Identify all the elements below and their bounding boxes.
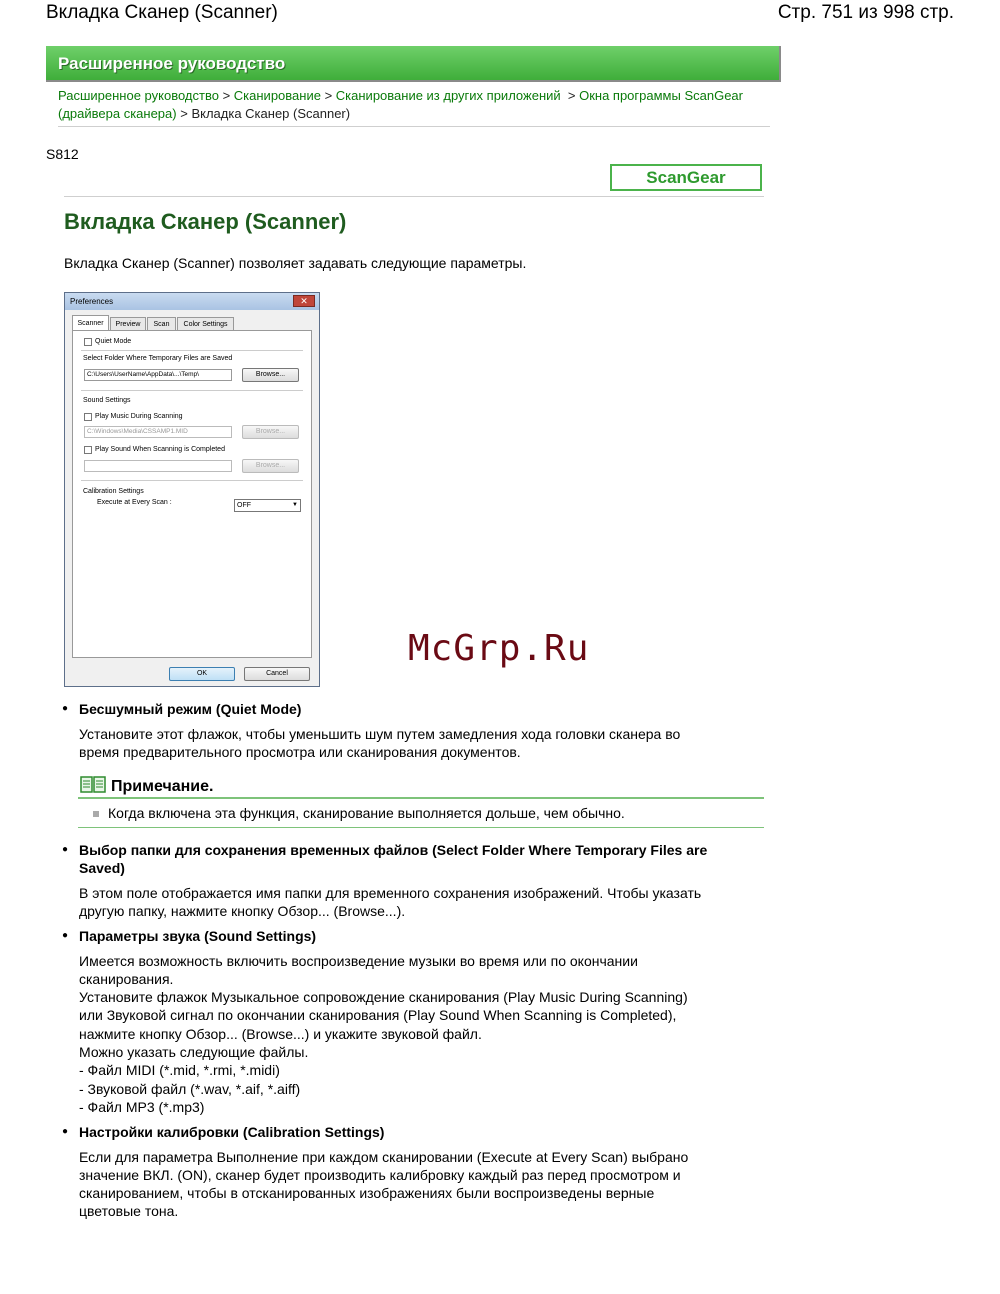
section-text: Имеется возможность включить воспроизведение музыки во время или по окончании [79,953,638,969]
quiet-mode-label: Quiet Mode [95,338,132,345]
section-text: Можно указать следующие файлы. [79,1044,309,1060]
intro-text: Вкладка Сканер (Scanner) позволяет задавать следующие параметры. [64,255,527,271]
breadcrumb-link-scangear-windows[interactable]: Окна программы ScanGear [579,88,743,103]
breadcrumb [58,87,770,123]
breadcrumb-current: Вкладка Сканер (Scanner) [191,106,351,121]
book-icon [80,775,106,795]
section-text: Установите флажок Музыкальное сопровождение сканирования (Play Music During Scanning) [79,989,688,1005]
browse-sound-button[interactable]: Browse... [242,459,299,473]
divider [81,480,303,481]
play-sound-label: Play Sound When Scanning is Completed [95,446,225,453]
chevron-down-icon: ▼ [292,502,298,508]
section-text: значение ВКЛ. (ON), сканер будет производить калибровку каждый раз перед просмотром и [79,1167,681,1183]
play-music-checkbox[interactable] [84,413,92,421]
page-header-title: Вкладка Сканер (Scanner) [46,2,278,23]
section-heading-sound: Параметры звука (Sound Settings) [79,928,317,944]
note-item: Когда включена эта функция, сканирование выполняется дольше, чем обычно. [108,805,625,821]
calibration-settings-label: Calibration Settings [83,488,144,495]
section-text: - Звуковой файл (*.wav, *.aif, *.aiff) [79,1081,301,1097]
breadcrumb-separator: > [324,88,333,103]
section-text: цветовые тона. [79,1203,179,1219]
browse-folder-button[interactable]: Browse... [242,368,299,382]
breadcrumb-separator: > [567,88,576,103]
bullet-icon: ● [62,703,69,714]
divider [58,126,770,127]
section-text: Установите этот флажок, чтобы уменьшить шум путем замедления хода головки сканера во [79,726,681,742]
section-text: нажмите кнопку Обзор... (Browse...) и укажите звуковой файл. [79,1026,482,1042]
watermark: McGrp.Ru [408,628,590,669]
bullet-icon: ● [62,930,69,941]
execute-every-scan-select[interactable] [234,499,301,512]
breadcrumb-link-other-apps[interactable]: Сканирование из других приложений [335,88,561,103]
breadcrumb-separator: > [222,88,231,103]
section-heading-calibration: Настройки калибровки (Calibration Settings) [79,1124,385,1140]
divider [81,390,303,391]
dialog-title: Preferences [70,297,114,306]
tab-scan[interactable]: Scan [147,317,176,330]
divider [64,196,764,197]
square-bullet-icon [93,811,99,817]
browse-music-button[interactable]: Browse... [242,425,299,439]
section-heading-quiet-mode: Бесшумный режим (Quiet Mode) [79,701,302,717]
section-text: или Звуковой сигнал по окончании сканирования (Play Sound When Scanning is Completed), [79,1007,677,1023]
close-icon[interactable]: ✕ [293,295,315,307]
breadcrumb-link-advanced-guide[interactable]: Расширенное руководство [58,88,219,103]
divider [81,350,303,351]
page-title: Вкладка Сканер (Scanner) [64,209,347,234]
bullet-icon: ● [62,1126,69,1137]
section-heading-temp-folder: Выбор папки для сохранения временных файлов (Select Folder Where Temporary Files are [79,842,708,858]
section-banner [46,46,781,82]
bullet-icon: ● [62,844,69,855]
banner-label: Расширенное руководство [58,54,286,73]
section-text: - Файл MP3 (*.mp3) [79,1099,205,1115]
note-divider [78,797,764,799]
ok-button[interactable]: OK [169,667,235,681]
section-text: сканирования. [79,971,174,987]
section-heading-temp-folder-cont: Saved) [79,860,125,876]
document-code: S812 [46,146,79,162]
section-text: сканированием, чтобы в отсканированных изображениях были воспроизведены верные [79,1185,655,1201]
note-title: Примечание. [111,778,214,795]
preferences-dialog [64,292,320,687]
section-text: В этом поле отображается имя папки для временного сохранения изображений. Чтобы указать [79,885,702,901]
sound-settings-label: Sound Settings [83,397,131,404]
section-text: - Файл MIDI (*.mid, *.rmi, *.midi) [79,1062,280,1078]
section-text: Если для параметра Выполнение при каждом сканировании (Execute at Every Scan) выбрано [79,1149,689,1165]
play-sound-checkbox[interactable] [84,446,92,454]
execute-every-scan-label: Execute at Every Scan : [97,499,172,506]
breadcrumb-link-scangear-windows-cont[interactable]: (драйвера сканера) [58,106,177,121]
scanner-tab-panel [72,330,312,658]
temp-folder-label: Select Folder Where Temporary Files are Saved [83,355,233,362]
tab-preview[interactable]: Preview [110,317,146,330]
play-music-label: Play Music During Scanning [95,413,183,420]
quiet-mode-checkbox[interactable] [84,338,92,346]
execute-every-scan-value: OFF [237,502,251,509]
note-divider [78,827,764,828]
tab-scanner[interactable]: Scanner [72,315,109,330]
sound-file-field[interactable] [84,460,232,472]
dialog-titlebar [65,293,319,310]
section-text: другую папку, нажмите кнопку Обзор... (Browse...). [79,903,406,919]
tab-color-settings[interactable]: Color Settings [177,317,234,330]
breadcrumb-link-scanning[interactable]: Сканирование [233,88,321,103]
page-counter: Стр. 751 из 998 стр. [777,2,954,23]
music-file-field[interactable]: C:\Windows\Media\CSSAMP1.MID [84,426,232,438]
cancel-button[interactable]: Cancel [244,667,310,681]
section-text: время предварительного просмотра или сканирования документов. [79,744,521,760]
temp-folder-field[interactable]: C:\Users\UserName\AppData\...\Temp\ [84,369,232,381]
breadcrumb-separator: > [180,106,188,121]
scangear-badge: ScanGear [610,164,762,191]
